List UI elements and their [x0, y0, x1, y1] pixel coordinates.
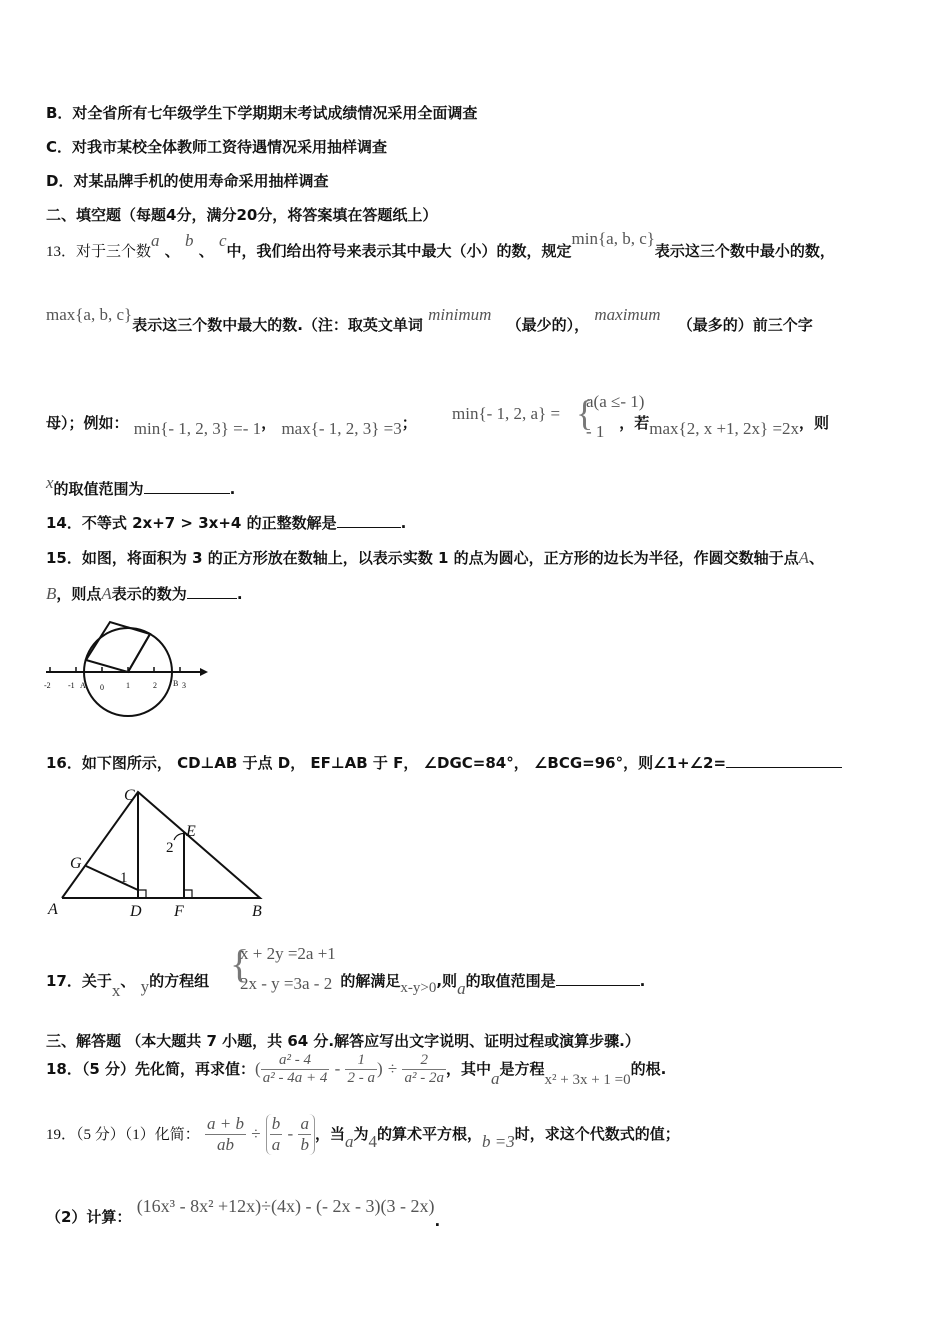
question-13-line2 — [46, 304, 813, 334]
q13-number: 13．对于三个数 — [46, 244, 152, 260]
exam-page: B．对全省所有七年级学生下学期期末考试成绩情况采用全面调查 C．对我市某校全体教师工资待遇情况采用抽样调查 D．对某品牌手机的使用寿命采用抽样调查 二、填空题（每题4分，满分20分，将答案填在答题纸上） 13．对于三个数a 、 b 、 c中，我们给出符号来表示其中最大（小）的数，规定min{a, b, c}表示这三个数中最小的数， max{a, b, c}表示这三个数中最大的数.（注：取英文单词 minimum （最少的）， maximum （最多的）前三个字 母）；例如： min{- 1, 2, 3} =- 1， max{- 1, 2, 3} =3； ，若max{2, x +1, 2x} =2x，则 min{- 1, 2, a} = { a(a ≤- 1) - 1 x的取值范围为 . 14．不等式 2x+7 > 3x+4 的正整数解是 . 15．如图，将面积为 3 的正方形放在数轴上，以表示实数 1 的点为圆心，正方形的边长为半径，作圆交数轴于点A、 B，则点A表示的数为 . -2 -1 A 0 1 2 B 3 16．如下图所示， CD⊥AB 于点 D， EF⊥AB 于 F， ∠DGC=84°， ∠BCG=96°，则∠1+∠2= C E G A D F B 1 2 17．关于x、 y的方程组 的解满足x-y>0,则a的取值范围是 . { x + 2y =2a +1 2x - y =3a - 2 三、解答题 （本大题共 7 小题，共 64 分.解答应写出文字说明、证明过程或演算步骤.） 18．（5 分）先化简，再求值：( $\frac{\text{a² - 4}}{\text{a² - 4a + 4}}$ - $\frac{1}{2 - a}$ ) ÷ $\frac{2}{\text{a² - 2a}}$ ，其中a是方程x² + 3x + 1 =0的根. 19．（5 分）（1）化简： $\frac{a + b}{ab}$ ÷ $\frac{b}{a}$ - $\frac{a}{b}$ ，当a为4的算术平方根，b =3时，求这个代数式的值； （2）计算： (16x³ - 8x² +12x)÷(4x) - (- 2x - 3)(3 - 2x). — [0, 0, 950, 1344]
word-minimum: minimum — [428, 305, 492, 324]
text: 中，我们给出符号来表示其中最大（小）的数，规定 — [226, 242, 572, 260]
text: ，当 — [314, 1125, 345, 1143]
label-a: A — [48, 901, 58, 918]
text: （最多的）前三个字 — [677, 316, 813, 334]
text: 母）；例如： — [46, 414, 129, 432]
text: ,则 — [436, 972, 458, 990]
point-a: A — [798, 548, 810, 567]
question-19-part2 — [46, 1196, 441, 1230]
question-13-line1 — [46, 229, 835, 261]
text: 的算术平方根， — [376, 1125, 482, 1143]
denominator: a² - 2a — [404, 1070, 444, 1086]
var-a: a — [344, 1132, 354, 1151]
question-19 — [46, 1114, 680, 1155]
min-abc: min{a, b, c} — [571, 229, 655, 248]
question-15-line2: B，则点A表示的数为 . — [46, 584, 243, 603]
point-b: B — [46, 584, 57, 603]
fraction-3 — [298, 1114, 311, 1155]
text: 19．（5 分）（1）化简： — [46, 1127, 200, 1143]
answer-blank[interactable] — [187, 598, 237, 599]
tick-label: 2 — [153, 681, 157, 690]
label-e: E — [186, 823, 196, 840]
tick-label: B — [173, 679, 179, 688]
sep: 、 — [164, 242, 180, 260]
question-16 — [46, 752, 842, 773]
text: 的方程组 — [149, 972, 210, 990]
tick-label: 1 — [126, 681, 130, 690]
text: 表示这三个数中最大的数.（注：取英文单词 — [132, 316, 423, 334]
numerator: a — [300, 1114, 309, 1133]
b-value: b =3 — [481, 1132, 515, 1151]
fraction-1 — [205, 1114, 246, 1155]
text: 为 — [353, 1125, 369, 1143]
label-d: D — [130, 903, 142, 920]
question-17: 17．关于x、 y的方程组 的解满足x-y>0,则a的取值范围是 . — [46, 972, 646, 1000]
angle-2-label: 2 — [166, 840, 174, 856]
denominator: a — [271, 1135, 281, 1154]
text: （最少的）， — [506, 316, 590, 334]
section-2-heading: 二、填空题（每题4分，满分20分，将答案填在答题纸上） — [46, 206, 438, 224]
text: 17．关于 — [46, 972, 112, 990]
example-max: max{- 1, 2, 3} =3 — [281, 419, 402, 438]
sep: 、 — [809, 549, 825, 567]
text: 的根. — [630, 1060, 667, 1078]
numerator: a² - 4 — [261, 1052, 330, 1070]
text: ，则点 — [56, 585, 102, 603]
denominator: b — [300, 1135, 309, 1154]
point-a: A — [101, 584, 112, 603]
equation-1: x + 2y =2a +1 — [240, 944, 336, 963]
answer-blank[interactable] — [556, 985, 640, 986]
question-14: 14．不等式 2x+7 > 3x+4 的正整数解是 . — [46, 514, 407, 532]
operator: ÷ — [251, 1124, 261, 1143]
tick-label: 3 — [182, 681, 186, 690]
text: 的取值范围是 — [465, 972, 556, 990]
text: 15．如图，将面积为 3 的正方形放在数轴上，以表示实数 1 的点为圆心，正方形的边长为半径，作圆交数轴于点 — [46, 549, 799, 567]
text: 的取值范围为 — [53, 480, 144, 498]
operator: - — [334, 1059, 341, 1078]
answer-blank[interactable] — [726, 767, 842, 768]
question-15-line1 — [46, 547, 824, 568]
max-abc: max{a, b, c} — [46, 305, 133, 324]
var-x: x — [111, 981, 121, 1000]
sep: 、 — [120, 972, 136, 990]
text: 是方程 — [499, 1060, 545, 1078]
answer-blank[interactable] — [337, 527, 401, 528]
label-b: B — [252, 903, 262, 920]
fraction-3 — [402, 1052, 446, 1087]
operator: ÷ — [387, 1059, 398, 1078]
piecewise-lhs: min{- 1, 2, a} = — [452, 404, 561, 423]
var-y: y — [140, 977, 150, 996]
tick-label: 0 — [100, 683, 104, 692]
text: ，其中 — [445, 1060, 491, 1078]
text: （2）计算： — [46, 1208, 132, 1226]
angle-1-label: 1 — [120, 870, 128, 886]
condition: max{2, x +1, 2x} =2x — [649, 419, 800, 438]
text: 18．（5 分）先化简，再求值： — [46, 1060, 256, 1078]
fraction-1 — [261, 1052, 330, 1087]
section-3-heading: 三、解答题 （本大题共 7 小题，共 64 分.解答应写出文字说明、证明过程或演算步骤.） — [46, 1032, 640, 1050]
tick-label: A — [80, 681, 86, 690]
option-c: C．对我市某校全体教师工资待遇情况采用抽样调查 — [46, 138, 388, 156]
denominator: a² - 4a + 4 — [262, 1070, 328, 1086]
var-a: a — [490, 1069, 500, 1088]
example-min: min{- 1, 2, 3} =- 1 — [133, 419, 262, 438]
text: 表示这三个数中最小的数， — [654, 242, 835, 260]
text: ，若 — [619, 414, 650, 432]
answer-blank[interactable] — [144, 493, 230, 494]
operator: - — [287, 1124, 294, 1143]
tick-label: -2 — [44, 681, 51, 690]
var-b: b — [185, 231, 194, 250]
denominator: 2 - a — [347, 1070, 375, 1086]
numerator: 2 — [402, 1052, 446, 1070]
denominator: ab — [216, 1135, 234, 1154]
text: 14．不等式 2x+7 > 3x+4 的正整数解是 — [46, 514, 337, 532]
tick-label: -1 — [68, 681, 75, 690]
var-a: a — [457, 979, 466, 998]
triangle-figure — [40, 782, 280, 922]
equation: x² + 3x + 1 =0 — [544, 1072, 631, 1088]
option-d: D．对某品牌手机的使用寿命采用抽样调查 — [46, 172, 329, 190]
text: ，则 — [799, 414, 830, 432]
sep: ， — [261, 414, 277, 432]
expression: (16x³ - 8x² +12x)÷(4x) - (- 2x - 3)(3 - 2x) — [136, 1196, 435, 1216]
label-f: F — [174, 903, 184, 920]
var-c: c — [218, 231, 227, 250]
option-b: B．对全省所有七年级学生下学期期末考试成绩情况采用全面调查 — [46, 104, 478, 122]
var-x: x — [46, 473, 54, 492]
numerator: b — [271, 1114, 281, 1133]
sep: 、 — [198, 242, 214, 260]
number-line-figure — [40, 612, 215, 724]
label-g: G — [70, 855, 82, 872]
period: . — [434, 1212, 441, 1230]
text: 的解满足 — [340, 972, 401, 990]
fraction-2 — [270, 1114, 283, 1155]
question-13-line4: x的取值范围为 . — [46, 473, 236, 498]
number-4: 4 — [368, 1132, 377, 1151]
fraction-2 — [345, 1052, 377, 1087]
piecewise-case1: a(a ≤- 1) — [586, 392, 645, 411]
condition: x-y>0 — [400, 980, 437, 996]
sep: ； — [401, 414, 417, 432]
equation-2: 2x - y =3a - 2 — [240, 974, 333, 993]
text: 16．如下图所示， CD⊥AB 于点 D， EF⊥AB 于 F， ∠DGC=84°， ∠BCG=96°，则∠1+∠2= — [46, 754, 727, 772]
label-c: C — [124, 787, 135, 804]
word-maximum: maximum — [594, 305, 661, 324]
piecewise-case2: - 1 — [586, 422, 605, 441]
question-18: 18．（5 分）先化简，再求值：( $\frac{\text{a² - 4}}{\text{a² - 4a + 4}}$ - $\frac{1}{2 - a}$ ) ÷ $\frac{2}{\text{a² - 2a}}$ ，其中a是方程x² + 3x + 1 =0的根. — [46, 1052, 667, 1088]
question-13-line3 — [46, 412, 830, 438]
text: 时，求这个代数式的值； — [514, 1125, 680, 1143]
numerator: a + b — [207, 1114, 244, 1133]
var-a: a — [151, 231, 160, 250]
numerator: 1 — [345, 1052, 377, 1070]
text: 表示的数为 — [111, 585, 187, 603]
